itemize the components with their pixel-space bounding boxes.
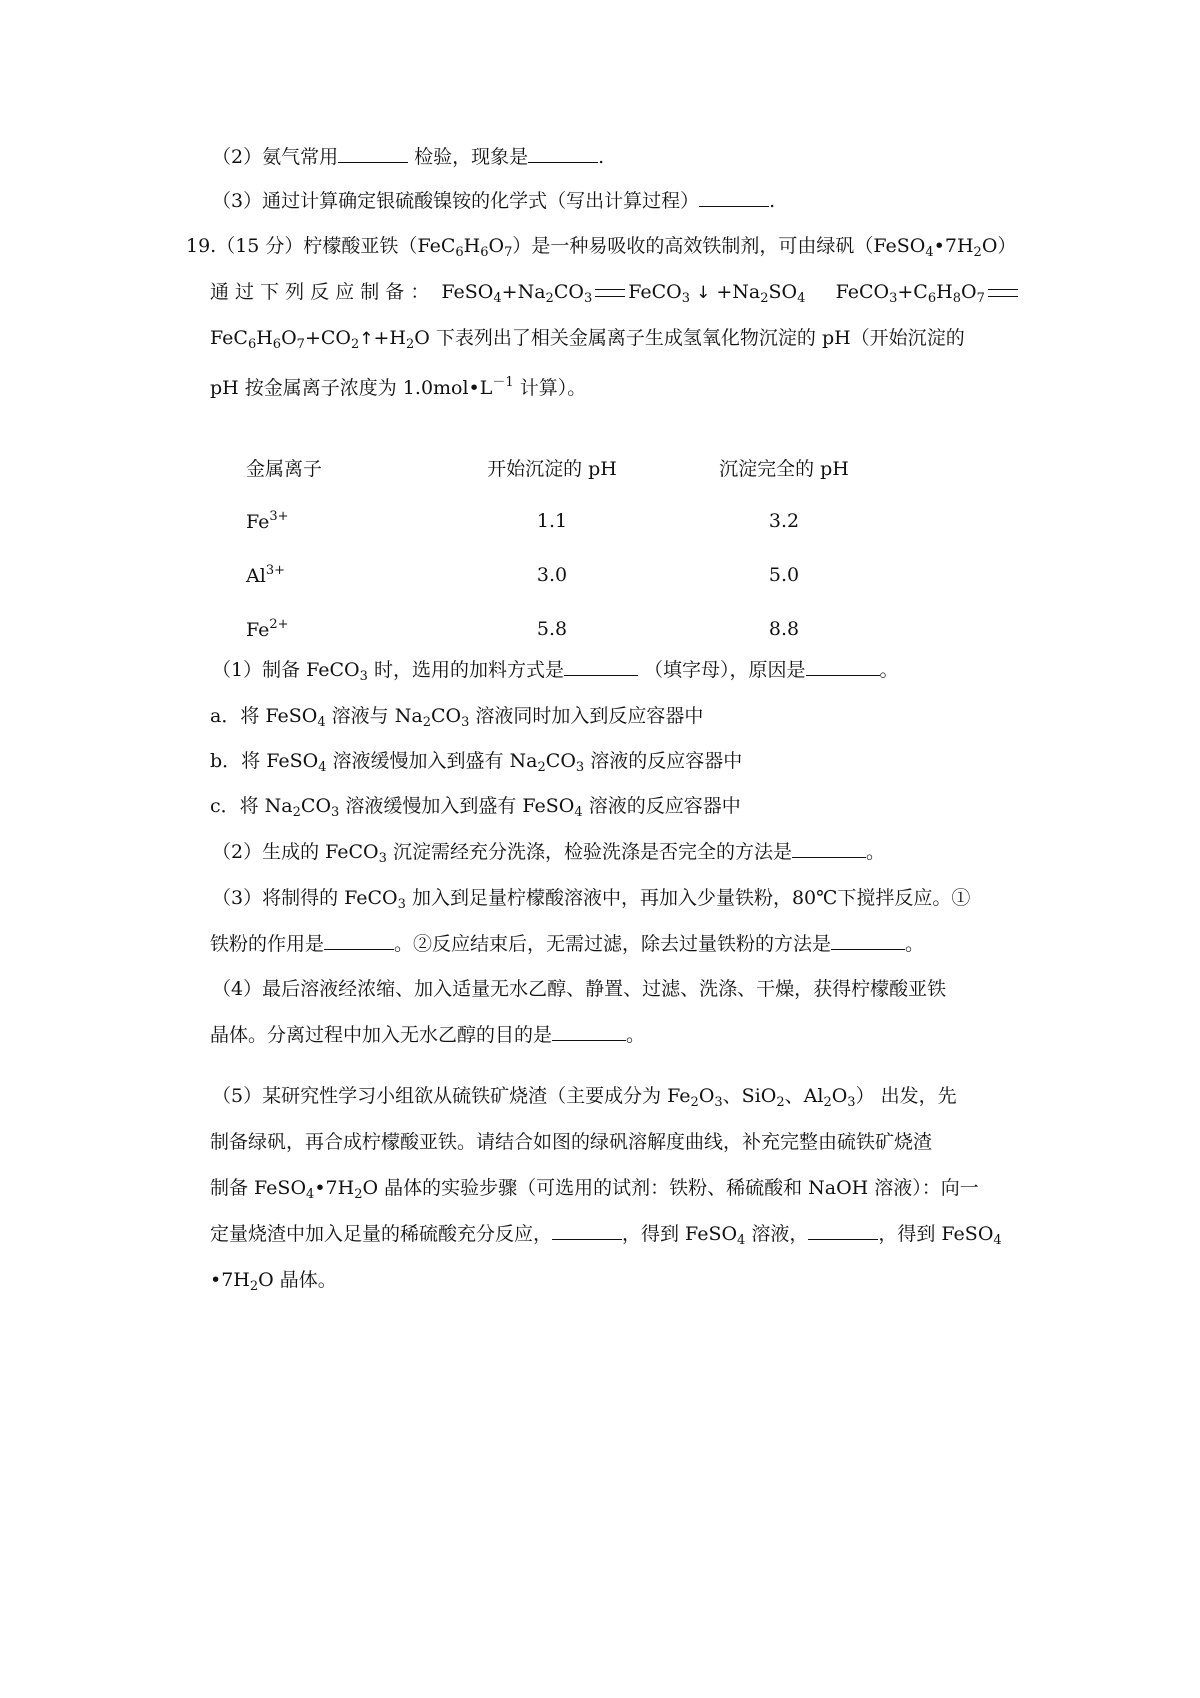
q19-intro-line4: pH 按金属离子浓度为 $1.0mol•L^{-1}$ 计算）。 [210,375,587,399]
table-cell: 3.0 [536,564,568,586]
answer-blank[interactable] [552,1221,622,1240]
table-header-row [246,440,900,494]
q18-part2-text: （2）氨气常用 [212,146,339,168]
q18-part2: （2）氨气常用 检验，现象是 . [212,146,605,168]
table-header: 开始沉淀的 pH [487,457,617,480]
answer-blank[interactable] [324,931,394,950]
answer-blank[interactable] [552,1022,626,1041]
ion-cell: $Fe^{3+}$ [246,509,289,533]
q19-part3-line2: 铁粉的作用是 。②反应结束后，无需过滤，除去过量铁粉的方法是 。 [210,933,925,955]
q19-intro-line1: 19.（15 分）柠檬酸亚铁$(FeC_6H_6O_7)$是一种易吸收的高效铁制剂，可由绿矾$(FeSO_4•7H_2O)$ [186,235,1017,260]
answer-blank[interactable] [806,657,880,676]
table-header: 沉淀完全的 pH [719,457,849,480]
q19-part4-line1: （4）最后溶液经浓缩、加入适量无水乙醇、静置、过滤、洗涤、干燥，获得柠檬酸亚铁 [212,978,947,1000]
q19-intro-line2: 通 过 下 列 反 应 制 备 ： $FeSO_4+Na_2CO_3$ FeCO$_3$ ↓ $+Na_2SO_4$ $FeCO_3+C_6H_8O_7$ [210,277,1030,314]
ph-table [246,440,900,656]
answer-blank[interactable] [338,144,408,163]
table-cell: 5.0 [768,564,800,586]
answer-blank[interactable] [699,188,769,207]
option-b: b．将 FeSO$_4$ 溶液缓慢加入到盛有 $Na_2CO_3$ 溶液的反应容器中 [210,750,743,775]
table-cell: 1.1 [536,510,568,532]
answer-blank[interactable] [808,1221,878,1240]
q18-part3-text: （3）通过计算确定银硫酸镍铵的化学式（写出计算过程） [212,190,700,212]
equals-sign [988,289,1018,297]
table-row [246,548,900,602]
option-c: c．将 $Na_2CO_3$ 溶液缓慢加入到盛有 FeSO$_4$ 溶液的反应容器中 [210,795,741,820]
table-row [246,494,900,548]
option-a: a．将 FeSO$_4$ 溶液与 $Na_2CO_3$ 溶液同时加入到反应容器中 [210,705,704,730]
ion-cell: $Fe^{2+}$ [246,617,289,641]
q19-part5-line3: 制备 $FeSO_4•7H_2O$ 晶体的实验步骤（可选用的试剂：铁粉、稀硫酸和 NaOH 溶液）：向一 [210,1177,979,1202]
equals-sign [595,289,625,297]
table-cell: 3.2 [768,510,800,532]
q19-part5-line5: $•7H_2O$ 晶体。 [210,1269,337,1294]
table-cell: 8.8 [768,618,800,640]
up-arrow-icon: ↑ [359,329,374,349]
answer-blank[interactable] [564,657,638,676]
table-header: 金属离子 [246,457,323,480]
answer-blank[interactable] [792,839,866,858]
q19-part5-line1: （5）某研究性学习小组欲从硫铁矿烧渣（主要成分为 $Fe_2O_3$、SiO$_2$、$Al_2O_3$） 出发，先 [212,1085,957,1110]
q19-part2: （2）生成的 FeCO$_3$ 沉淀需经充分洗涤，检验洗涤是否完全的方法是 。 [212,841,885,866]
q19-part5-line4: 定量烧渣中加入足量的稀硫酸充分反应， ，得到 FeSO$_4$ 溶液， ，得到 FeSO$_4$ [210,1223,1002,1248]
q19-part1: （1）制备 FeCO$_3$ 时，选用的加料方式是 （填字母），原因是 。 [212,659,899,684]
q19-intro-line3: $FeC_6H_6O_7+CO_2↑+H_2O$ 下表列出了相关金属离子生成氢氧化物沉淀的 pH（开始沉淀的 [210,327,965,352]
q18-part3: （3）通过计算确定银硫酸镍铵的化学式（写出计算过程） . [212,190,776,212]
question-number: 19. [186,235,217,257]
q19-part3-line1: （3）将制得的 FeCO$_3$ 加入到足量柠檬酸溶液中，再加入少量铁粉，80℃下搅拌反应。① [212,887,971,912]
q18-part2-text: 检验，现象是 [408,146,529,168]
ion-cell: $Al^{3+}$ [246,563,285,587]
table-row [246,602,900,656]
q19-part4-line2: 晶体。分离过程中加入无水乙醇的目的是 。 [210,1024,646,1046]
q19-part5-line2: 制备绿矾，再合成柠檬酸亚铁。请结合如图的绿矾溶解度曲线，补充完整由硫铁矿烧渣 [210,1131,933,1153]
answer-blank[interactable] [528,144,598,163]
table-cell: 5.8 [536,618,568,640]
down-arrow-icon: ↓ [696,283,711,303]
answer-blank[interactable] [831,931,905,950]
